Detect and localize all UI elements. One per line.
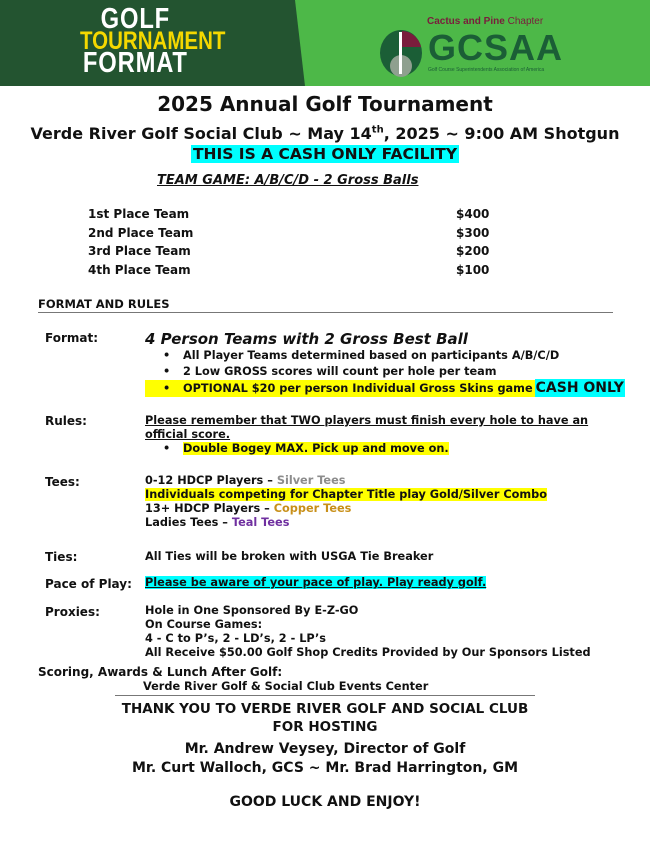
list-item: • OPTIONAL $20 per person Individual Gross Skins game CASH ONLY [145, 381, 625, 397]
prize-row: 4th Place Team $100 [88, 263, 490, 277]
staff-list: Mr. Andrew Veysey, Director of Golf Mr. Curt Walloch, GCS ~ Mr. Brad Harrington, GM [132, 741, 518, 776]
prize-row: 1st Place Team $400 [88, 207, 490, 221]
header-banner [0, 0, 650, 86]
rules-label: Rules: [45, 414, 87, 428]
thanks-message: THANK YOU TO VERDE RIVER GOLF AND SOCIAL CLUB FOR HOSTING [121, 701, 529, 735]
scoring-label: Scoring, Awards & Lunch After Golf: [38, 665, 283, 679]
tournament-format-logo: GOLF TOURNAMENT FORMAT [80, 3, 226, 79]
chapter-name: Cactus and Pine Chapter [427, 16, 544, 27]
prize-row: 2nd Place Team $300 [88, 226, 490, 240]
proxies-label: Proxies: [45, 605, 100, 619]
pace-label: Pace of Play: [45, 577, 132, 591]
divider [115, 695, 535, 696]
cash-only-notice: THIS IS A CASH ONLY FACILITY [192, 145, 458, 163]
prize-row: 3rd Place Team $200 [88, 244, 490, 258]
rules-text: Please remember that TWO players must finish every hole to have an official score. [145, 414, 589, 441]
tees-label: Tees: [45, 475, 80, 489]
proxies-text: Hole in One Sponsored By E-Z-GO On Course Games: 4 - C to P’s, 2 - LD’s, 2 - LP’s All Receive $50.00 Golf Shop Credits Provided by Our Sponsors Listed [145, 604, 591, 659]
list-item: • 2 Low GROSS scores will count per hole per team [145, 364, 625, 380]
section-divider [38, 312, 613, 313]
gcsaa-wordmark: GCSAA [428, 27, 564, 68]
closing-message: GOOD LUCK AND ENJOY! [229, 794, 421, 810]
ties-label: Ties: [45, 550, 78, 564]
team-game-heading: TEAM GAME: A/B/C/D - 2 Gross Balls [157, 173, 419, 188]
section-title: FORMAT AND RULES [38, 297, 170, 311]
list-item: • All Player Teams determined based on participants A/B/C/D [145, 348, 625, 364]
page-title: 2025 Annual Golf Tournament [157, 92, 493, 116]
event-subtitle: Verde River Golf Social Club ~ May 14th, 2025 ~ 9:00 AM Shotgun [30, 124, 620, 143]
scoring-location: Verde River Golf & Social Club Events Center [143, 680, 429, 693]
format-label: Format: [45, 331, 99, 345]
gcsaa-fullname: Golf Course Superintendents Association of America [428, 67, 545, 73]
pace-text: Please be aware of your pace of play. Play ready golf. [145, 576, 487, 589]
tees-text: 0-12 HDCP Players – Silver Tees Individuals competing for Chapter Title play Gold/Silver Combo 13+ HDCP Players – Copper Tees Ladies Tees – Teal Tees [145, 474, 547, 529]
rules-bullets [145, 441, 449, 457]
format-bullets [145, 348, 625, 397]
format-heading: 4 Person Teams with 2 Gross Best Ball [145, 330, 468, 348]
list-item: • Double Bogey MAX. Pick up and move on. [145, 441, 449, 457]
ties-text: All Ties will be broken with USGA Tie Breaker [145, 550, 434, 563]
gcsaa-emblem-icon [378, 28, 424, 78]
